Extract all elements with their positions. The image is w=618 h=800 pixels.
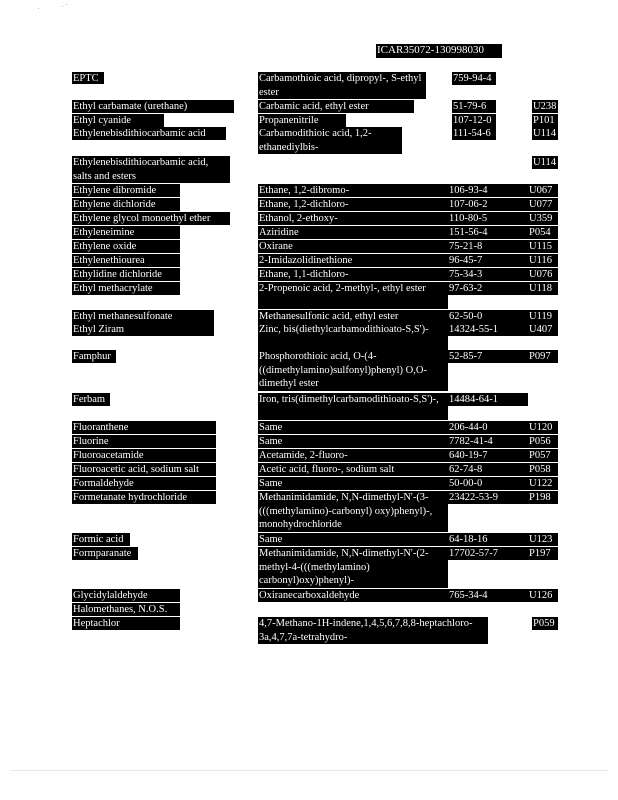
row-27-waste-code: P059 — [532, 617, 558, 630]
row-25-name: Glycidylaldehyde — [72, 589, 180, 602]
row-13-waste-code: U119 — [528, 310, 558, 323]
row-17-chemical-name: Same — [258, 421, 448, 434]
row-17-name: Fluoranthene — [72, 421, 216, 434]
row-0-name: EPTC — [72, 72, 104, 84]
row-24-waste-code: P197 — [528, 547, 558, 560]
row-14-name: Ethyl Ziram — [72, 323, 214, 336]
row-15-name: Famphur — [72, 350, 116, 363]
row-27-chemical-name: 4,7-Methano-1H-indene,1,4,5,6,7,8,8-heptachloro-3a,4,7,7a-tetrahydro- — [258, 617, 488, 644]
scan-speck — [38, 8, 39, 9]
row-1-name: Ethyl carbamate (urethane) — [72, 100, 234, 113]
row-19-waste-code: P057 — [528, 449, 558, 462]
row-1-chemical-name: Carbamic acid, ethyl ester — [258, 100, 414, 113]
row-8-name: Ethyleneimine — [72, 226, 180, 239]
row-24-name: Formparanate — [72, 547, 138, 560]
row-21-waste-code: U122 — [528, 477, 558, 490]
row-10-cas-number: 96-45-7 — [448, 254, 528, 267]
row-26-name: Halomethanes, N.O.S. — [72, 603, 180, 616]
row-4-waste-code: U114 — [532, 156, 558, 169]
row-12-cas-number: 97-63-2 — [448, 282, 528, 295]
row-19-cas-number: 640-19-7 — [448, 449, 528, 462]
row-14-cas-number: 14324-55-1 — [448, 323, 528, 336]
row-4-name: Ethylenebisdithiocarbamic acid, salts and esters — [72, 156, 230, 183]
row-5-chemical-name: Ethane, 1,2-dibromo- — [258, 184, 448, 197]
row-23-name: Formic acid — [72, 533, 130, 546]
row-9-name: Ethylene oxide — [72, 240, 180, 253]
row-25-waste-code: U126 — [528, 589, 558, 602]
row-6-cas-number: 107-06-2 — [448, 198, 528, 211]
row-14-waste-code: U407 — [528, 323, 558, 336]
row-22-name: Formetanate hydrochloride — [72, 491, 216, 504]
row-3-name: Ethylenebisdithiocarbamic acid — [72, 127, 226, 140]
row-8-cas-number: 151-56-4 — [448, 226, 528, 239]
row-11-chemical-name: Ethane, 1,1-dichloro- — [258, 268, 448, 281]
row-8-waste-code: P054 — [528, 226, 558, 239]
row-10-name: Ethylenethiourea — [72, 254, 180, 267]
row-19-chemical-name: Acetamide, 2-fluoro- — [258, 449, 448, 462]
row-20-chemical-name: Acetic acid, fluoro-, sodium salt — [258, 463, 448, 476]
row-5-cas-number: 106-93-4 — [448, 184, 528, 197]
row-5-waste-code: U067 — [528, 184, 558, 197]
row-23-waste-code: U123 — [528, 533, 558, 546]
row-21-chemical-name: Same — [258, 477, 448, 490]
row-23-cas-number: 64-18-16 — [448, 533, 528, 546]
page-bottom-rule — [10, 770, 608, 771]
row-10-waste-code: U116 — [528, 254, 558, 267]
row-2-name: Ethyl cyanide — [72, 114, 164, 127]
row-11-name: Ethylidine dichloride — [72, 268, 180, 281]
scan-speck — [62, 6, 63, 7]
row-3-waste-code: U114 — [532, 127, 558, 140]
row-9-chemical-name: Oxirane — [258, 240, 448, 253]
row-7-name: Ethylene glycol monoethyl ether — [72, 212, 230, 225]
row-16-name: Ferbam — [72, 393, 110, 406]
row-20-waste-code: P058 — [528, 463, 558, 476]
row-25-chemical-name: Oxiranecarboxaldehyde — [258, 589, 448, 602]
row-18-chemical-name: Same — [258, 435, 448, 448]
row-6-waste-code: U077 — [528, 198, 558, 211]
row-22-waste-code: P198 — [528, 491, 558, 504]
row-0-chemical-name: Carbamothioic acid, dipropyl-, S-ethyl ester — [258, 72, 426, 99]
row-3-cas-number: 111-54-6 — [452, 127, 496, 140]
row-22-cas-number: 23422-53-9 — [448, 491, 528, 504]
row-24-cas-number: 17702-57-7 — [448, 547, 528, 560]
row-27-name: Heptachlor — [72, 617, 180, 630]
row-8-chemical-name: Aziridine — [258, 226, 448, 239]
row-15-chemical-name: Phosphorothioic acid, O-(4-((dimethylamino)sulfonyl)phenyl) O,O-dimethyl ester — [258, 350, 448, 391]
row-2-waste-code: P101 — [532, 114, 558, 127]
row-19-name: Fluoroacetamide — [72, 449, 216, 462]
row-5-name: Ethylene dibromide — [72, 184, 180, 197]
row-2-cas-number: 107-12-0 — [452, 114, 496, 127]
row-15-cas-number: 52-85-7 — [448, 350, 528, 363]
row-7-cas-number: 110-80-5 — [448, 212, 528, 225]
row-12-waste-code: U118 — [528, 282, 558, 295]
row-9-waste-code: U115 — [528, 240, 558, 253]
row-18-name: Fluorine — [72, 435, 216, 448]
row-25-cas-number: 765-34-4 — [448, 589, 528, 602]
row-12-chemical-name: 2-Propenoic acid, 2-methyl-, ethyl ester — [258, 282, 448, 309]
row-20-name: Fluoroacetic acid, sodium salt — [72, 463, 216, 476]
row-1-cas-number: 51-79-6 — [452, 100, 496, 113]
row-13-cas-number: 62-50-0 — [448, 310, 528, 323]
row-7-chemical-name: Ethanol, 2-ethoxy- — [258, 212, 448, 225]
row-16-chemical-name: Iron, tris(dimethylcarbamodithioato-S,S')-, — [258, 393, 448, 420]
row-23-chemical-name: Same — [258, 533, 448, 546]
row-18-waste-code: P056 — [528, 435, 558, 448]
row-9-cas-number: 75-21-8 — [448, 240, 528, 253]
document-id-stamp: ICAR35072-130998030 — [376, 44, 502, 58]
row-15-waste-code: P097 — [528, 350, 558, 363]
row-13-name: Ethyl methanesulfonate — [72, 310, 214, 323]
row-17-cas-number: 206-44-0 — [448, 421, 528, 434]
row-11-cas-number: 75-34-3 — [448, 268, 528, 281]
row-24-chemical-name: Methanimidamide, N,N-dimethyl-N'-(2-methyl-4-(((methylamino) carbonyl)oxy)phenyl)- — [258, 547, 448, 588]
row-6-name: Ethylene dichloride — [72, 198, 180, 211]
row-12-name: Ethyl methacrylate — [72, 282, 180, 295]
row-0-cas-number: 759-94-4 — [452, 72, 496, 85]
row-2-chemical-name: Propanenitrile — [258, 114, 346, 127]
scan-speck — [66, 4, 67, 5]
row-17-waste-code: U120 — [528, 421, 558, 434]
row-3-chemical-name: Carbamodithioic acid, 1,2-ethanediylbis- — [258, 127, 402, 154]
row-14-chemical-name: Zinc, bis(diethylcarbamodithioato-S,S')- — [258, 323, 448, 350]
row-13-chemical-name: Methanesulfonic acid, ethyl ester — [258, 310, 448, 323]
row-18-cas-number: 7782-41-4 — [448, 435, 528, 448]
row-21-name: Formaldehyde — [72, 477, 216, 490]
row-10-chemical-name: 2-Imidazolidinethione — [258, 254, 448, 267]
row-11-waste-code: U076 — [528, 268, 558, 281]
row-20-cas-number: 62-74-8 — [448, 463, 528, 476]
row-1-waste-code: U238 — [533, 101, 557, 112]
row-22-chemical-name: Methanimidamide, N,N-dimethyl-N'-(3-(((methylamino)-carbonyl) oxy)phenyl)-, monohydrochloride — [258, 491, 448, 532]
row-7-waste-code: U359 — [528, 212, 558, 225]
row-21-cas-number: 50-00-0 — [448, 477, 528, 490]
row-6-chemical-name: Ethane, 1,2-dichloro- — [258, 198, 448, 211]
row-16-cas-number: 14484-64-1 — [448, 393, 528, 406]
